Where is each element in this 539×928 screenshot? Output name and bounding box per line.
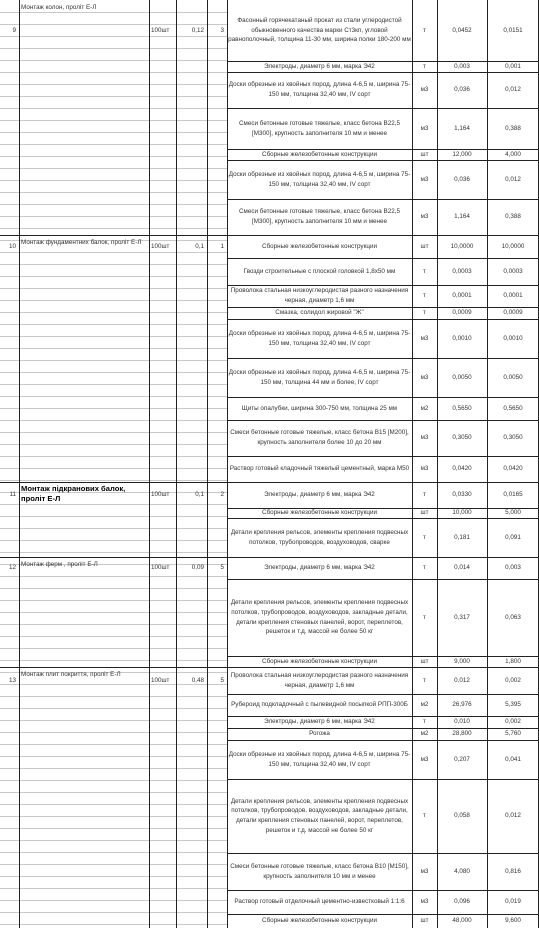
resource-unit: м3 xyxy=(420,867,429,875)
row-divider xyxy=(0,480,227,481)
resource-unit: м3 xyxy=(420,373,429,381)
row-divider xyxy=(227,72,539,73)
work-item-name: Монтаж ферм , проліт Е-Л xyxy=(21,561,98,568)
resource-unit: т xyxy=(423,613,426,621)
column-divider xyxy=(19,0,20,928)
resource-unit: шт xyxy=(420,657,429,665)
resource-unit: м3 xyxy=(420,434,429,442)
resource-total: 0,0009 xyxy=(503,309,523,317)
resource-total: 0,091 xyxy=(505,533,521,541)
work-item-unit: 100шт xyxy=(151,242,170,250)
row-divider xyxy=(227,779,539,780)
resource-norm: 12,000 xyxy=(452,150,472,158)
resource-unit: м3 xyxy=(420,755,429,763)
column-divider xyxy=(437,0,438,928)
resource-total: 0,0050 xyxy=(503,373,523,381)
work-item-name: Монтаж підкранових балок, проліт Е-Л xyxy=(21,484,126,503)
column-divider xyxy=(227,0,228,928)
row-divider xyxy=(227,199,539,200)
work-item-quantity: 0,48 xyxy=(191,676,204,684)
resource-total: 0,0420 xyxy=(503,465,523,473)
resource-total: 5,760 xyxy=(505,730,521,738)
resource-norm: 1,164 xyxy=(454,124,470,132)
work-item-name: Монтаж колон, проліт Е-Л xyxy=(21,4,97,11)
work-item-quantity: 0,1 xyxy=(195,491,204,499)
resource-total: 0,5650 xyxy=(503,404,523,412)
resource-unit: т xyxy=(423,533,426,541)
resource-name: Сборные железобетонные конструкции xyxy=(262,242,377,250)
resource-norm: 0,0003 xyxy=(452,267,472,275)
row-divider xyxy=(227,579,539,580)
column-divider xyxy=(207,0,208,928)
resource-unit: шт xyxy=(420,242,429,250)
row-divider xyxy=(227,740,539,741)
resource-unit: т xyxy=(423,491,426,499)
work-item-name: Монтаж плит покриття, проліт Е-Л xyxy=(21,671,121,678)
resource-name: Проволока стальная низкоуглеродистая разного назначения черная, диаметр 1,6 мм xyxy=(230,287,409,304)
resource-name: Смеси бетонные готовые тяжелые, класс бетона В22,5 [М300], крупность заполнителя 10 мм и менее xyxy=(238,208,400,225)
resource-name: Сборные железобетонные конструкции xyxy=(262,509,377,517)
row-divider xyxy=(227,358,539,359)
resource-total: 0,002 xyxy=(505,676,521,684)
item-number: 13 xyxy=(8,676,16,684)
resource-unit: шт xyxy=(420,509,429,517)
resource-total: 0,0001 xyxy=(503,292,523,300)
resource-name: Доски обрезные из хвойных пород, длина 4-6,5 м, ширина 75-150 мм, толщина 32,40 мм, IV сорт xyxy=(228,750,411,768)
work-item-coefficient: 3 xyxy=(220,26,224,34)
resource-norm: 0,181 xyxy=(454,533,470,541)
resource-norm: 0,0452 xyxy=(452,26,472,34)
resource-norm: 0,036 xyxy=(454,86,470,94)
row-divider xyxy=(227,694,539,695)
row-divider xyxy=(227,307,539,308)
row-divider xyxy=(0,557,539,558)
resource-name: Рогожа xyxy=(309,730,330,738)
work-item-coefficient: 5 xyxy=(220,564,224,572)
resource-norm: 0,012 xyxy=(454,676,470,684)
row-divider xyxy=(227,420,539,421)
resource-norm: 9,000 xyxy=(454,657,470,665)
resource-unit: т xyxy=(423,564,426,572)
item-number: 11 xyxy=(9,491,16,499)
row-divider xyxy=(227,61,539,62)
resource-norm: 0,014 xyxy=(454,564,470,572)
resource-unit: м3 xyxy=(420,465,429,473)
row-divider xyxy=(227,890,539,891)
work-item-quantity: 0,12 xyxy=(191,26,204,34)
resource-total: 0,001 xyxy=(505,62,521,70)
resource-norm: 0,003 xyxy=(454,62,470,70)
resource-unit: шт xyxy=(420,917,429,925)
row-divider xyxy=(227,728,539,729)
resource-unit: т xyxy=(423,62,426,70)
resource-name: Электроды, диаметр 6 мм, марка Э42 xyxy=(264,62,375,70)
resource-unit: т xyxy=(423,676,426,684)
resource-norm: 28,800 xyxy=(452,730,472,738)
resource-name: Смеси бетонные готовые тяжелые, класс бетона В22,5 [М300], крупность заполнителя 10 мм и менее xyxy=(238,119,400,137)
resource-norm: 0,058 xyxy=(454,812,470,820)
resource-total: 0,012 xyxy=(505,175,521,183)
resource-name: Сборные железобетонные конструкции xyxy=(262,657,377,665)
resource-norm: 10,000 xyxy=(452,509,472,517)
resource-total: 5,395 xyxy=(505,701,521,709)
work-item-unit: 100шт xyxy=(151,564,170,572)
resource-norm: 4,080 xyxy=(454,867,470,875)
row-divider xyxy=(227,656,539,657)
resource-total: 0,003 xyxy=(505,564,521,572)
resource-name: Электроды, диаметр 6 мм, марка Э42 xyxy=(264,718,375,726)
work-item-unit: 100шт xyxy=(151,491,170,499)
resource-norm: 0,010 xyxy=(454,718,470,726)
resource-name: Доски обрезные из хвойных пород, длина 4-6,5 м, ширина 75-150 мм, толщина 32,40 мм, IV сорт xyxy=(228,329,411,347)
resource-total: 0,012 xyxy=(505,86,521,94)
resource-unit: м3 xyxy=(420,175,429,183)
resource-unit: т xyxy=(423,26,426,34)
resource-unit: м3 xyxy=(420,124,429,132)
resource-unit: м3 xyxy=(420,213,429,221)
resource-norm: 0,0050 xyxy=(452,373,472,381)
resource-unit: т xyxy=(423,267,426,275)
resource-total: 0,3050 xyxy=(503,434,523,442)
row-divider xyxy=(227,716,539,717)
row-divider xyxy=(227,160,539,161)
resource-name: Смазка, солидол жировой "Ж" xyxy=(275,309,364,317)
resource-total: 0,019 xyxy=(505,898,521,906)
resource-total: 0,388 xyxy=(505,213,521,221)
resource-name: Смеси бетонные готовые тяжелые, класс бетона В15 [М200], крупность заполнителя более 10 до 20 мм xyxy=(230,429,409,446)
resource-total: 0,041 xyxy=(505,755,521,763)
resource-unit: т xyxy=(423,718,426,726)
item-number: 10 xyxy=(8,242,16,250)
resource-total: 0,0165 xyxy=(503,491,523,499)
row-divider xyxy=(227,319,539,320)
resource-name: Раствор готовый отделочный цементно-известковый 1:1:6 xyxy=(234,898,405,906)
resource-norm: 0,0420 xyxy=(452,465,472,473)
work-item-quantity: 0,1 xyxy=(195,242,204,250)
resource-name: Сборные железобетонные конструкции xyxy=(262,917,377,925)
resource-name: Детали крепления рельсов, элементы крепления подвесных потолков, трубопроводов, воздуховодов, закладные детали, детали крепления стеновых панелей, ворот, переплетов, решеток и т.д. массой не более 50 кг xyxy=(230,599,409,636)
resource-name: Рубероид подкладочный с пылевидной посыпкой РПП-300Б xyxy=(231,701,408,709)
resource-norm: 0,0001 xyxy=(452,292,472,300)
resource-unit: м2 xyxy=(420,730,429,738)
row-divider xyxy=(227,258,539,259)
resource-norm: 0,317 xyxy=(454,613,470,621)
column-divider xyxy=(487,0,488,928)
row-divider xyxy=(227,853,539,854)
resource-name: Доски обрезные из хвойных пород, длина 4-6,5 м, ширина 75-150 мм, толщина 32,40 мм, IV сорт xyxy=(228,81,411,98)
resource-unit: м2 xyxy=(420,701,429,709)
resource-norm: 0,0010 xyxy=(452,334,472,342)
resource-norm: 0,3050 xyxy=(452,434,472,442)
column-divider xyxy=(412,0,413,928)
resource-name: Щиты опалубки, ширина 300-750 мм, толщина 25 мм xyxy=(241,404,398,412)
resource-name: Доски обрезные из хвойных пород, длина 4-6,5 м, ширина 75-150 мм, толщина 32,40 мм, IV сорт xyxy=(228,170,411,188)
resource-name: Детали крепления рельсов, элементы крепления подвесных потолков, трубопроводов, воздуховодов, закладные детали, детали крепления стеновых панелей, ворот, переплетов, решеток и т.д. массой не более 50 кг xyxy=(230,797,409,834)
row-divider xyxy=(227,914,539,915)
row-divider xyxy=(227,149,539,150)
resource-total: 10,0000 xyxy=(501,242,525,250)
resource-name: Смеси бетонные готовые тяжелые, класс бетона В10 [М150], крупность заполнителя 10 мм и менее xyxy=(230,862,409,880)
resource-unit: т xyxy=(423,812,426,820)
resource-norm: 0,096 xyxy=(454,898,470,906)
row-divider xyxy=(0,482,539,483)
resource-unit: шт xyxy=(420,150,429,158)
row-divider xyxy=(227,518,539,519)
row-divider xyxy=(227,108,539,109)
row-divider xyxy=(0,667,539,668)
row-divider xyxy=(227,456,539,457)
resource-total: 4,000 xyxy=(505,150,521,158)
row-divider xyxy=(227,397,539,398)
column-divider xyxy=(149,0,150,928)
work-item-quantity: 0,09 xyxy=(191,564,204,572)
resource-total: 1,800 xyxy=(505,657,521,665)
row-divider xyxy=(227,508,539,509)
resource-norm: 10,0000 xyxy=(450,242,474,250)
resource-unit: м3 xyxy=(420,86,429,94)
resource-total: 0,0003 xyxy=(503,267,523,275)
column-divider xyxy=(176,0,177,928)
work-item-unit: 100шт xyxy=(151,26,170,34)
resource-unit: м3 xyxy=(420,334,429,342)
resource-unit: м3 xyxy=(420,898,429,906)
resource-name: Гвозди строительные с плоской головкой 1,8х50 мм xyxy=(243,267,396,275)
work-item-coefficient: 1 xyxy=(220,242,224,250)
resource-total: 5,000 xyxy=(505,509,521,517)
resource-norm: 1,164 xyxy=(454,213,470,221)
resource-name: Детали крепления рельсов, элементы крепления подвесных потолков, трубопроводов, воздуховодов, сварке xyxy=(230,528,409,546)
resource-name: Фасонный горячекатаный прокат из стали углеродистой обыкновенного качества марки Ст3кп, угловой равнополочный, толщина 11-30 мм, ширина полки 180-200 мм xyxy=(228,17,411,44)
resource-unit: т xyxy=(423,292,426,300)
resource-total: 0,388 xyxy=(505,124,521,132)
resource-name: Электроды, диаметр 6 мм, марка Э42 xyxy=(264,564,375,572)
resource-norm: 0,207 xyxy=(454,755,470,763)
resource-total: 0,002 xyxy=(505,718,521,726)
resource-total: 0,0010 xyxy=(503,334,523,342)
work-item-coefficient: 5 xyxy=(220,676,224,684)
resource-total: 0,063 xyxy=(505,613,521,621)
resource-norm: 0,0009 xyxy=(452,309,472,317)
work-item-coefficient: 2 xyxy=(220,491,224,499)
resource-total: 9,600 xyxy=(505,917,521,925)
resource-norm: 0,0330 xyxy=(452,491,472,499)
work-item-unit: 100шт xyxy=(151,676,170,684)
resource-name: Электроды, диаметр 6 мм, марка Э42 xyxy=(264,491,375,499)
resource-name: Доски обрезные из хвойных пород, длина 4-6,5 м, ширина 75-150 мм, толщина 44 мм и более, IV сорт xyxy=(228,368,411,386)
resource-total: 0,012 xyxy=(505,812,521,820)
item-number: 12 xyxy=(8,564,16,572)
resource-norm: 48,000 xyxy=(452,917,472,925)
resource-norm: 26,976 xyxy=(452,701,472,709)
resource-unit: м2 xyxy=(420,404,429,412)
resource-total: 0,816 xyxy=(505,867,521,875)
resource-name: Сборные железобетонные конструкции xyxy=(262,150,377,158)
resource-norm: 0,5650 xyxy=(452,404,472,412)
resource-norm: 0,036 xyxy=(454,175,470,183)
resource-total: 0,0151 xyxy=(503,26,523,34)
item-number: 9 xyxy=(12,26,16,34)
work-item-name: Монтаж фундаментних балок, проліт Е-Л xyxy=(21,239,142,246)
resource-unit: т xyxy=(423,309,426,317)
resource-name: Раствор готовый кладочный тяжелый цементный, марка М50 xyxy=(229,465,410,473)
row-divider xyxy=(0,235,539,236)
resource-name: Проволока стальная низкоуглеродистая разного назначения черная, диаметр 1,6 мм xyxy=(230,671,409,689)
row-divider xyxy=(227,285,539,286)
